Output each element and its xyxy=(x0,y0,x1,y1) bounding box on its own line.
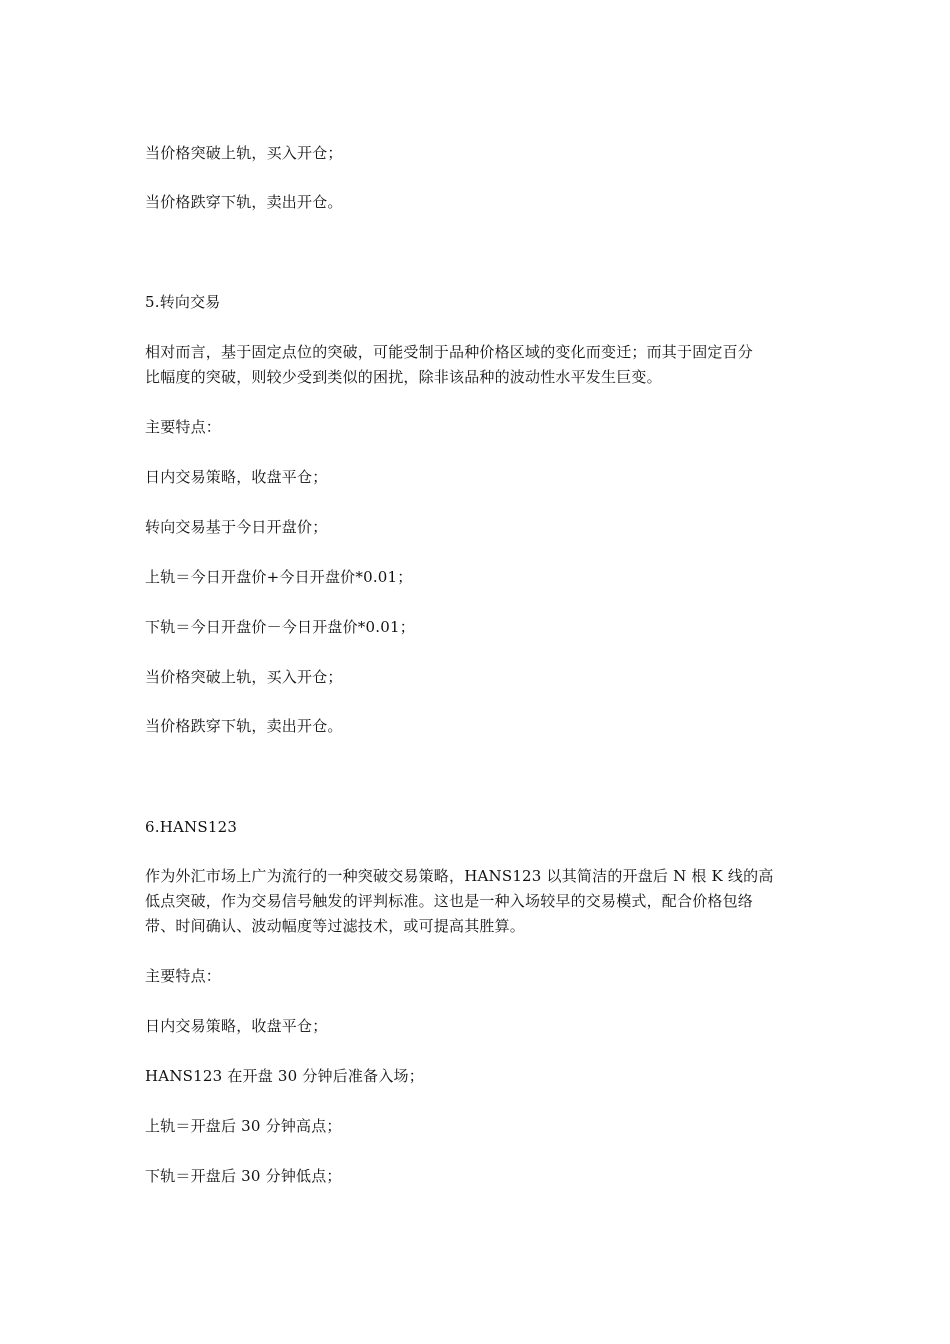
rule-buy-open: 当价格突破上轨，买入开仓； xyxy=(145,144,343,162)
section-5-intro-line-1: 相对而言，基于固定点位的突破，可能受制于品种价格区域的变化而变迁；而其于固定百分 xyxy=(145,343,754,361)
section-6-feature-4: 下轨＝开盘后 30 分钟低点； xyxy=(145,1167,342,1185)
section-5-intro-line-2: 比幅度的突破，则较少受到类似的困扰，除非该品种的波动性水平发生巨变。 xyxy=(145,368,662,386)
section-6-heading: 6.HANS123 xyxy=(145,818,238,836)
section-5-feature-6: 当价格跌穿下轨，卖出开仓。 xyxy=(145,717,343,735)
section-6-feature-3: 上轨＝开盘后 30 分钟高点； xyxy=(145,1117,342,1135)
section-6-feature-2: HANS123 在开盘 30 分钟后准备入场； xyxy=(145,1067,424,1085)
section-6-intro-line-2: 低点突破，作为交易信号触发的评判标准。这也是一种入场较早的交易模式，配合价格包络 xyxy=(145,892,754,910)
section-6-intro-line-3: 带、时间确认、波动幅度等过滤技术，或可提高其胜算。 xyxy=(145,917,526,935)
section-6-features-label: 主要特点： xyxy=(145,967,222,985)
section-5-feature-4: 下轨＝今日开盘价－今日开盘价*0.01； xyxy=(145,618,415,636)
section-5-heading: 5.转向交易 xyxy=(145,293,221,311)
section-5-feature-3: 上轨＝今日开盘价+今日开盘价*0.01； xyxy=(145,568,413,586)
section-6-feature-1: 日内交易策略，收盘平仓； xyxy=(145,1017,328,1035)
section-5-features-label: 主要特点： xyxy=(145,418,222,436)
section-5-feature-2: 转向交易基于今日开盘价； xyxy=(145,518,328,536)
section-5-feature-1: 日内交易策略，收盘平仓； xyxy=(145,468,328,486)
section-6-intro-line-1: 作为外汇市场上广为流行的一种突破交易策略，HANS123 以其简洁的开盘后 N 根 K 线的高 xyxy=(145,867,774,885)
rule-sell-open: 当价格跌穿下轨，卖出开仓。 xyxy=(145,193,343,211)
section-5-feature-5: 当价格突破上轨，买入开仓； xyxy=(145,668,343,686)
